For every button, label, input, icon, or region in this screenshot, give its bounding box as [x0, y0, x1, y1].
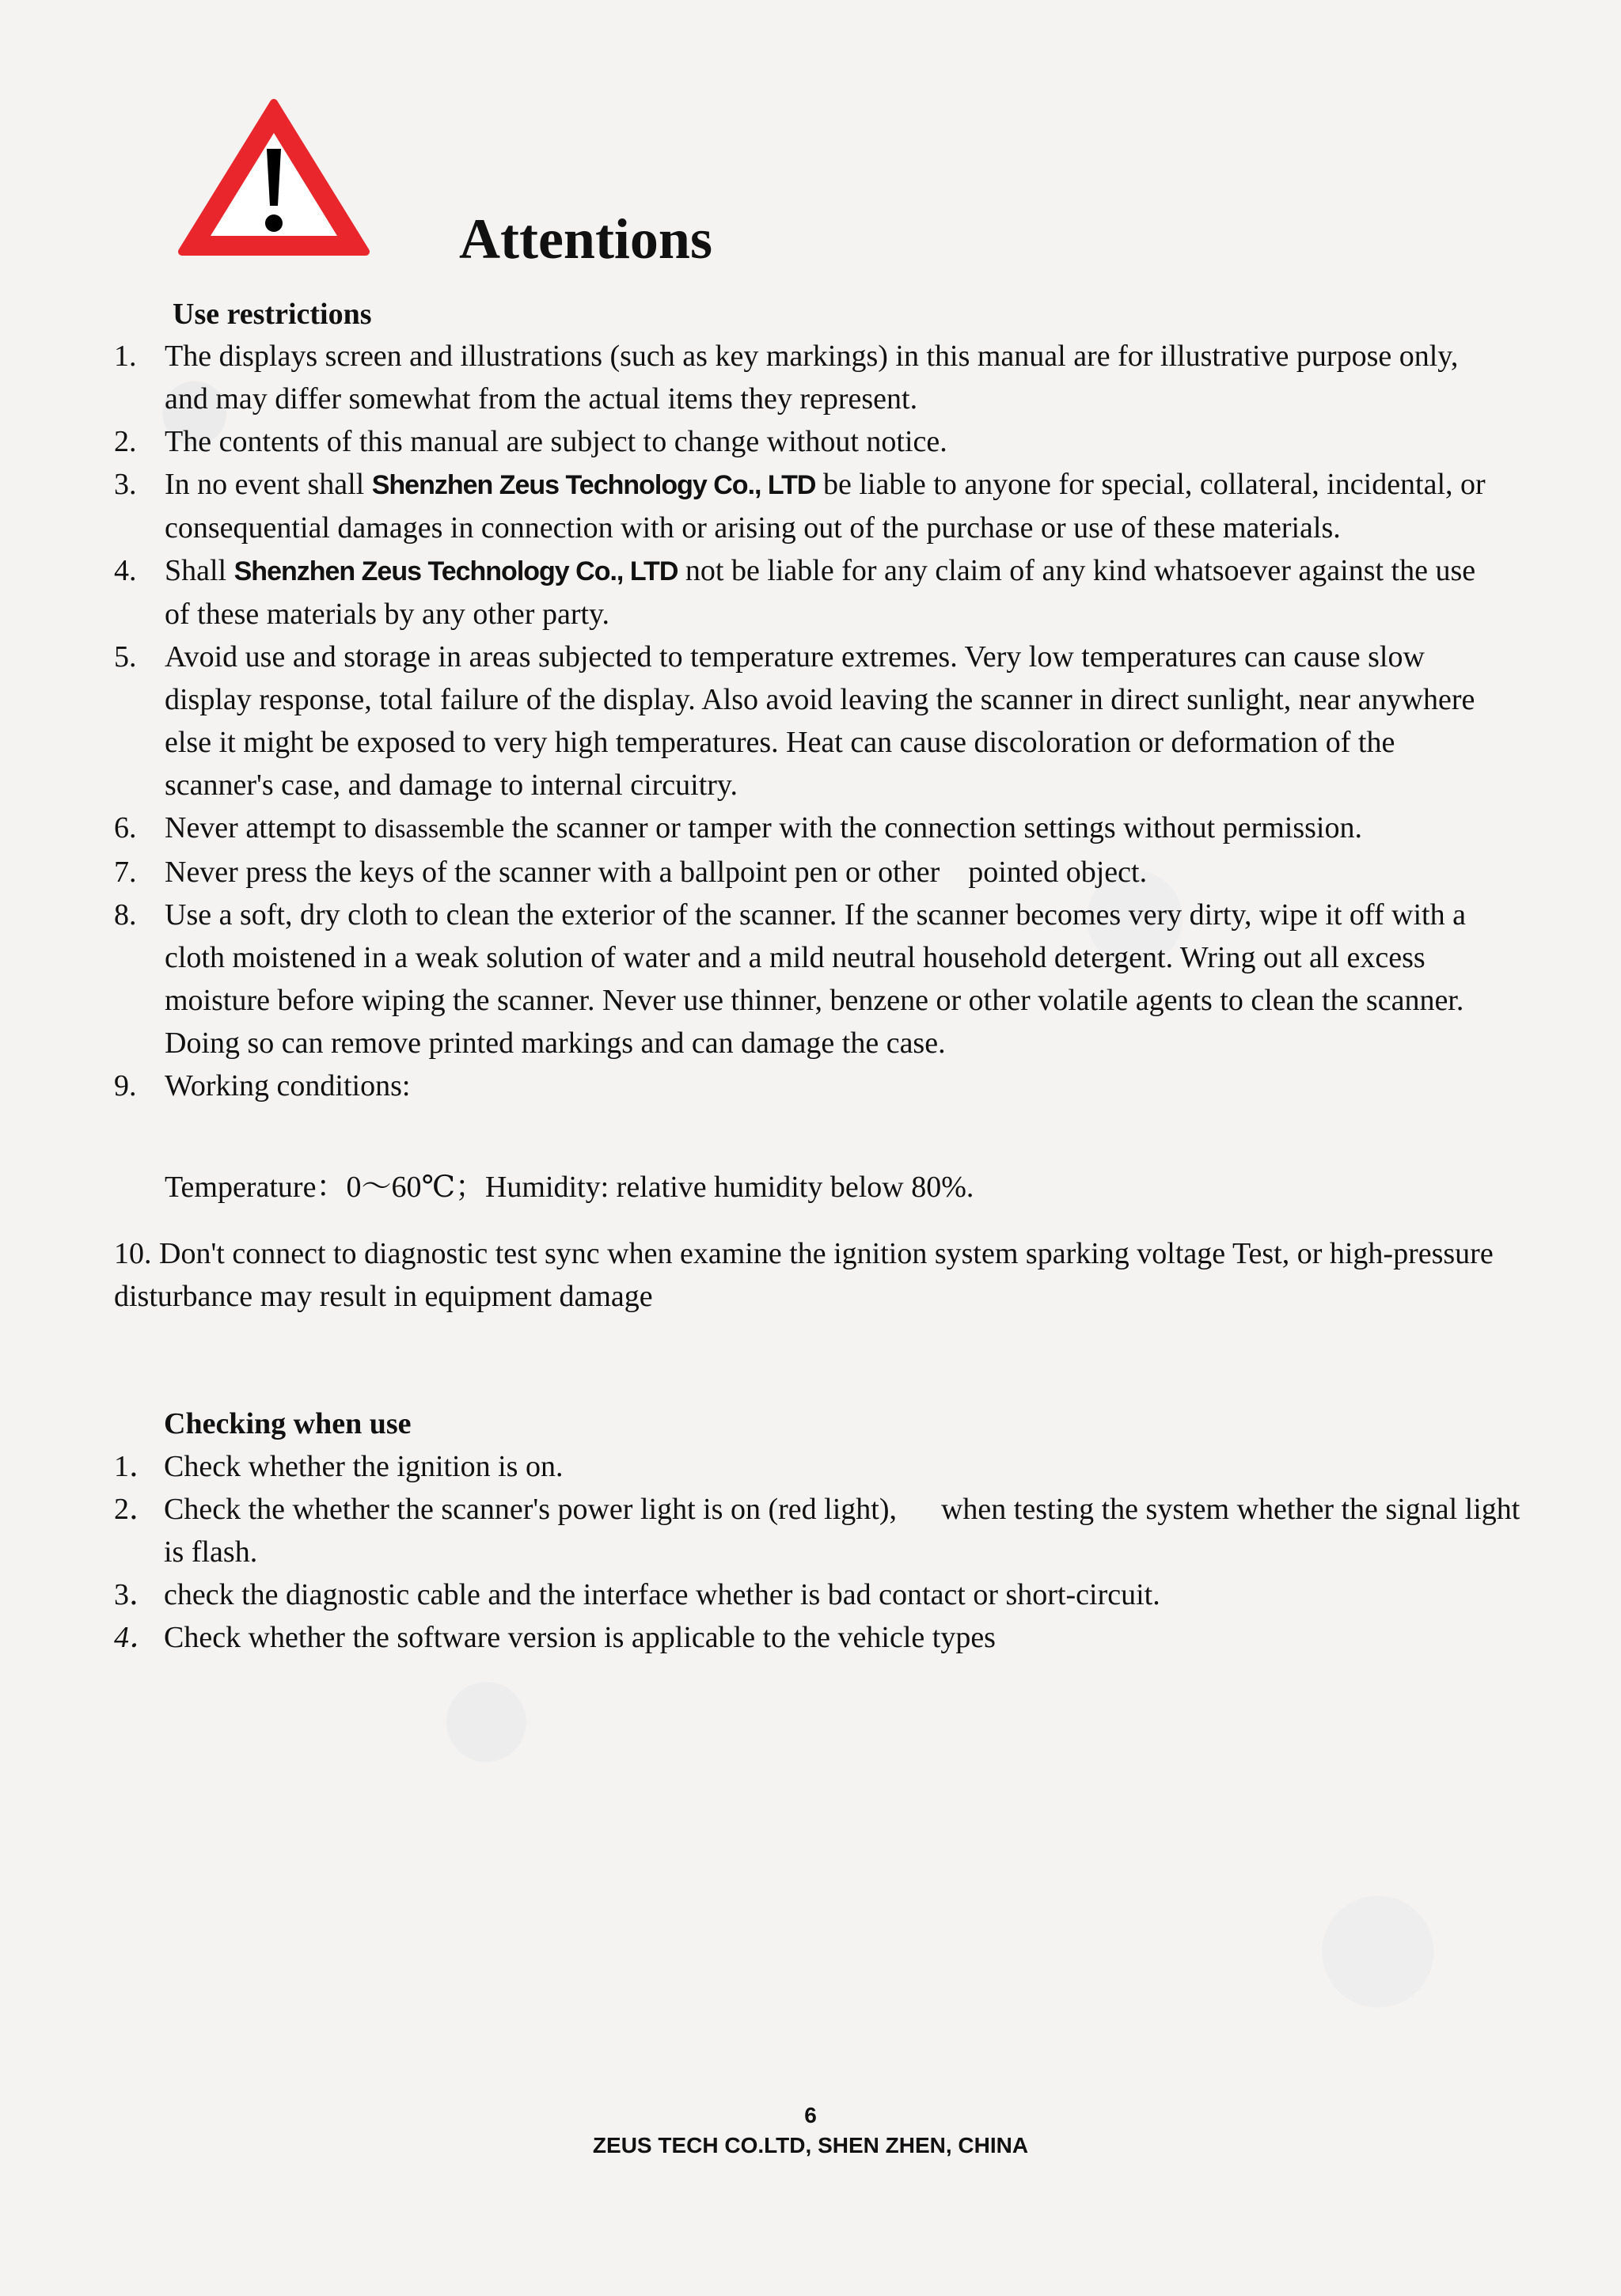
- list-item: [114, 1573, 1523, 1616]
- item-number: 8.: [114, 898, 137, 932]
- item-number: 1.: [114, 340, 137, 373]
- item-text: check the diagnostic cable and the interface whether is bad contact or short-circuit.: [164, 1578, 1160, 1611]
- company-name: Shenzhen Zeus Technology Co., LTD: [233, 556, 678, 586]
- company-name: Shenzhen Zeus Technology Co., LTD: [371, 470, 816, 500]
- item-number: 6.: [114, 811, 137, 844]
- list-item: [114, 335, 1507, 420]
- item-text: Check the whether the scanner's power light is on (red light),: [164, 1493, 897, 1526]
- list-item: [114, 851, 1507, 894]
- list-item: [114, 1065, 1507, 1107]
- list-item: [114, 1616, 1523, 1659]
- list-item: [114, 463, 1507, 549]
- use-restrictions-heading: Use restrictions: [173, 298, 372, 331]
- list-item-10: 10. Don't connect to diagnostic test sync when examine the ignition system sparking voltage Test, or high-pressure disturbance may result in equipment damage: [114, 1237, 1494, 1313]
- item-number: 3.: [114, 468, 137, 501]
- warning-triangle-icon: [176, 97, 372, 260]
- item-number: 4．: [114, 1621, 160, 1654]
- item-text: The contents of this manual are subject to change without notice.: [165, 425, 947, 458]
- item-number: 1．: [114, 1450, 160, 1483]
- page-number: 6: [804, 2103, 817, 2127]
- item-text: Never attempt to: [165, 811, 374, 844]
- list-item: [114, 806, 1507, 851]
- item-text: Avoid use and storage in areas subjected to temperature extremes. Very low temperatures can cause slow display response, total failure of the display. Also avoid leaving the scanner in direct sunlight, near anywhere else it might be exposed to very high temperatures. Heat can cause discoloration or deformation of the scanner's case, and damage to internal circuitry.: [165, 640, 1475, 802]
- item-word: disassemble: [374, 814, 505, 844]
- list-item: [114, 1445, 1523, 1488]
- use-restrictions-list: [114, 335, 1507, 1107]
- list-item: [114, 420, 1507, 463]
- item-text: Never press the keys of the scanner with a ballpoint pen or other: [165, 856, 940, 889]
- item-text: be liable to anyone for special, collateral, incidental, or consequential damages in connection with or arising out of the purchase or use of these materials.: [165, 468, 1486, 545]
- checking-list: [114, 1445, 1523, 1659]
- item-number: 5.: [114, 640, 137, 674]
- list-item: [114, 894, 1507, 1065]
- item-text: The displays screen and illustrations (such as key markings) in this manual are for illustrative purpose only, and may differ somewhat from the actual items they represent.: [165, 340, 1459, 416]
- item-number: 4.: [114, 554, 137, 587]
- item-text: pointed object.: [968, 856, 1148, 889]
- item-text: Use a soft, dry cloth to clean the exterior of the scanner. If the scanner becomes very dirty, wipe it off with a cloth moistened in a weak solution of water and a mild neutral household detergent. Wring out all excess moisture before wiping the scanner. Never use thinner, benzene or other volatile agents to clean the scanner. Doing so can remove printed markings and can damage the case.: [165, 898, 1466, 1060]
- list-item: [114, 549, 1507, 636]
- list-item: [114, 1488, 1523, 1573]
- item-number: 2.: [114, 425, 137, 458]
- footer: ZEUS TECH CO.LTD, SHEN ZHEN, CHINA: [592, 2133, 1029, 2157]
- item-text: Working conditions:: [165, 1069, 411, 1102]
- item-number: 7.: [114, 856, 137, 889]
- item-text: Shall: [165, 554, 234, 587]
- item-text: not be liable for any claim of any kind whatsoever against the use of these materials by any other party.: [165, 554, 1476, 631]
- page-title: Attentions: [459, 207, 712, 271]
- checking-heading: Checking when use: [164, 1407, 412, 1440]
- item-number: 3．: [114, 1578, 160, 1611]
- item-text: Check whether the software version is applicable to the vehicle types: [164, 1621, 996, 1654]
- item-text: when testing the system whether the signal light is flash.: [164, 1493, 1520, 1569]
- item-text: the scanner or tamper with the connection settings without permission.: [504, 811, 1362, 844]
- list-item: [114, 636, 1507, 806]
- item-text: In no event shall: [165, 468, 372, 501]
- item-number: 2．: [114, 1493, 160, 1526]
- working-conditions-line: Temperature：0～60℃；Humidity: relative humidity below 80%.: [165, 1171, 974, 1204]
- item-number: 9.: [114, 1069, 137, 1102]
- item-text: Check whether the ignition is on.: [164, 1450, 564, 1483]
